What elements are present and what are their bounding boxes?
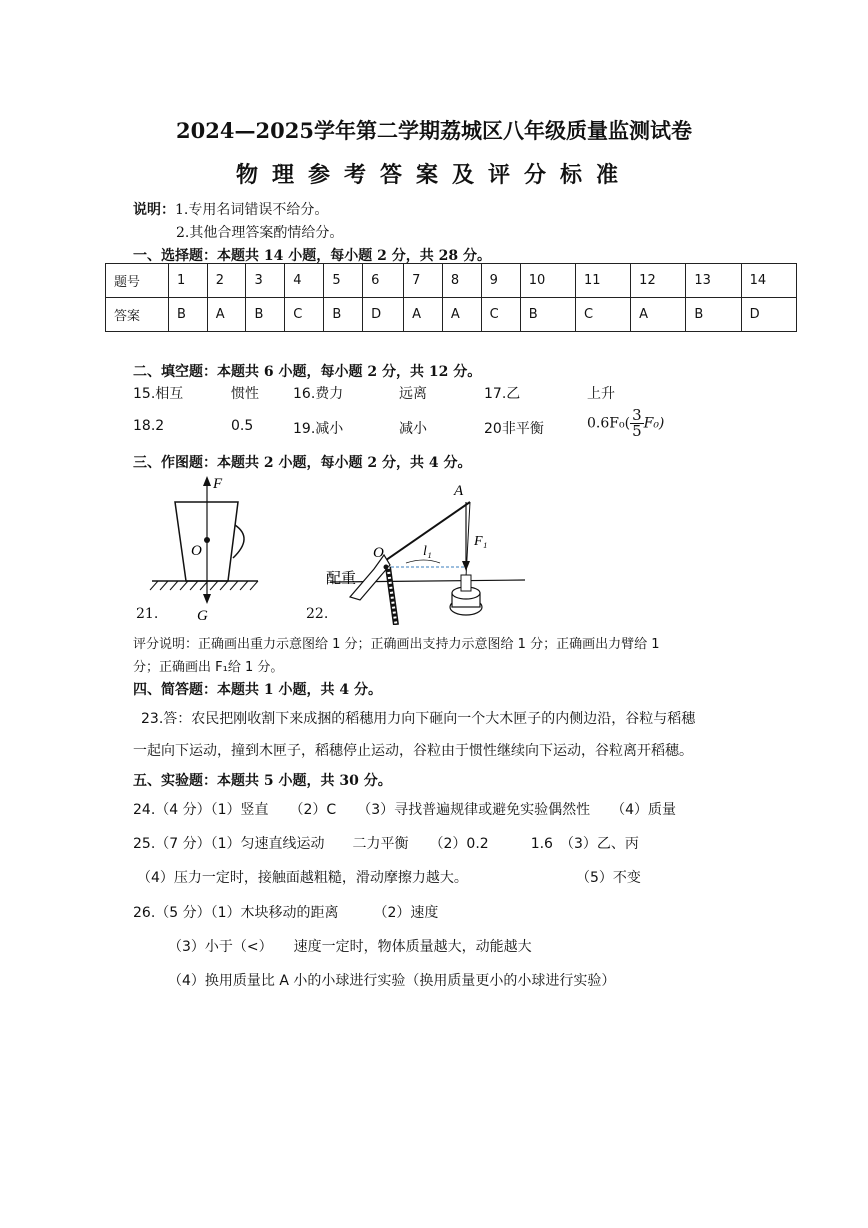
fig22-label-O: O [373,545,384,561]
answer-cell: B [246,298,285,332]
fig22-number: 22. [306,606,329,622]
row-header-number: 题号 [106,264,169,298]
answer-key-title: 物理参考答案及评分标准 [235,162,632,188]
fig21-label-G: G [197,608,208,624]
q20-suffix: F₀) [643,415,665,432]
answer-cell: A [442,298,481,332]
q23-answer-line-1: 23.答：农民把刚收割下来成捆的稻穗用力向下砸向一个大木匣子的内侧边沿，谷粒与稻穗 [141,711,696,727]
question-number-cell: 7 [404,264,443,298]
question-number-cell: 14 [741,264,796,298]
q25-answer-line-3: （5）不变 [576,870,641,886]
q25-answer-line-1: 25.（7 分）（1）匀速直线运动 二力平衡 （2）0.2 1.6 （3）乙、丙 [133,836,639,852]
answer-cell: C [285,298,324,332]
question-number-cell: 13 [686,264,741,298]
answer-cell: B [686,298,741,332]
fig21-label-F: F [213,476,223,492]
section3-heading: 三、作图题：本题共 2 小题，每小题 2 分，共 4 分。 [133,455,472,471]
table-row-numbers [106,264,797,298]
note-2: 2.其他合理答案酌情给分。 [176,225,344,241]
section4-heading: 四、简答题：本题共 1 小题，共 4 分。 [133,682,382,698]
q25-answer-line-2: （4）压力一定时，接触面越粗糙，滑动摩擦力越大。 [137,870,468,886]
answer-cell: A [404,298,443,332]
question-number-cell: 2 [207,264,246,298]
answer-cell: D [363,298,404,332]
answer-cell: C [575,298,630,332]
fig22-label-l1: l₁ [423,544,432,559]
fraction-denominator: 5 [632,422,642,440]
answer-cell: D [741,298,796,332]
q17-answer-2: 上升 [587,386,615,402]
question-number-cell: 5 [324,264,363,298]
q18-answer: 18.2 [133,418,165,434]
answer-cell: B [324,298,363,332]
answer-cell: A [631,298,686,332]
q19-answer: 19.减小 [293,421,344,437]
scoring-line-2: 分；正确画出 F₁给 1 分。 [133,660,284,675]
row-header-answer: 答案 [106,298,169,332]
fig22-label-counterweight: 配重 [326,569,357,587]
answer-table [105,263,797,332]
answer-cell: B [169,298,208,332]
q20-prefix: 0.6F₀( [587,415,631,432]
q16-answer-2: 远离 [399,386,427,402]
fig21-number: 21. [136,606,159,622]
scoring-line-1: 评分说明：正确画出重力示意图给 1 分；正确画出支持力示意图给 1 分；正确画出力臂给 1 [133,637,660,652]
question-number-cell: 8 [442,264,481,298]
answer-cell: A [207,298,246,332]
figure-22 [320,475,535,625]
q24-answer: 24.（4 分）（1）竖直 （2）C （3）寻找普遍规律或避免实验偶然性 （4）质量 [133,802,677,818]
section2-heading: 二、填空题：本题共 6 小题，每小题 2 分，共 12 分。 [133,364,482,380]
table-row-answers [106,298,797,332]
q26-answer-line-1: 26.（5 分）（1）木块移动的距离 （2）速度 [133,905,439,921]
note-1: 1.专用名词错误不给分。 [175,202,329,218]
question-number-cell: 11 [575,264,630,298]
section5-heading: 五、实验题：本题共 5 小题，共 30 分。 [133,773,392,789]
fig21-label-O: O [191,543,202,559]
q20-answer: 20非平衡 [484,421,544,437]
q17-answer: 17.乙 [484,386,521,402]
question-number-cell: 10 [520,264,575,298]
question-number-cell: 1 [169,264,208,298]
question-number-cell: 12 [631,264,686,298]
q18-answer-2: 0.5 [231,418,254,434]
notes-label: 说明： [133,202,175,218]
q23-answer-line-2: 一起向下运动，撞到木匣子，稻穗停止运动，谷粒由于惯性继续向下运动，谷粒离开稻穗。 [133,743,693,759]
fig22-label-F1: F₁ [474,534,488,549]
question-number-cell: 3 [246,264,285,298]
q15-answer: 15.相互 [133,386,184,402]
section1-heading: 一、选择题：本题共 14 小题，每小题 2 分，共 28 分。 [133,248,491,264]
q16-answer: 16.费力 [293,386,344,402]
q26-answer-line-3: （4）换用质量比 A 小的小球进行实验（换用质量更小的小球进行实验） [168,973,616,989]
question-number-cell: 4 [285,264,324,298]
q20-fraction [630,408,644,439]
question-number-cell: 9 [481,264,520,298]
notes [133,199,328,219]
q20-answer-2 [587,408,664,439]
fraction-numerator: 3 [632,406,642,424]
q26-answer-line-2: （3）小于（<） 速度一定时，物体质量越大，动能越大 [168,939,532,955]
exam-title: 2024—2025学年第二学期荔城区八年级质量监测试卷 [176,118,692,143]
q19-answer-2: 减小 [399,421,427,437]
question-number-cell: 6 [363,264,404,298]
q15-answer-2: 惯性 [231,386,259,402]
answer-cell: C [481,298,520,332]
fig22-label-A: A [454,483,464,499]
answer-cell: B [520,298,575,332]
